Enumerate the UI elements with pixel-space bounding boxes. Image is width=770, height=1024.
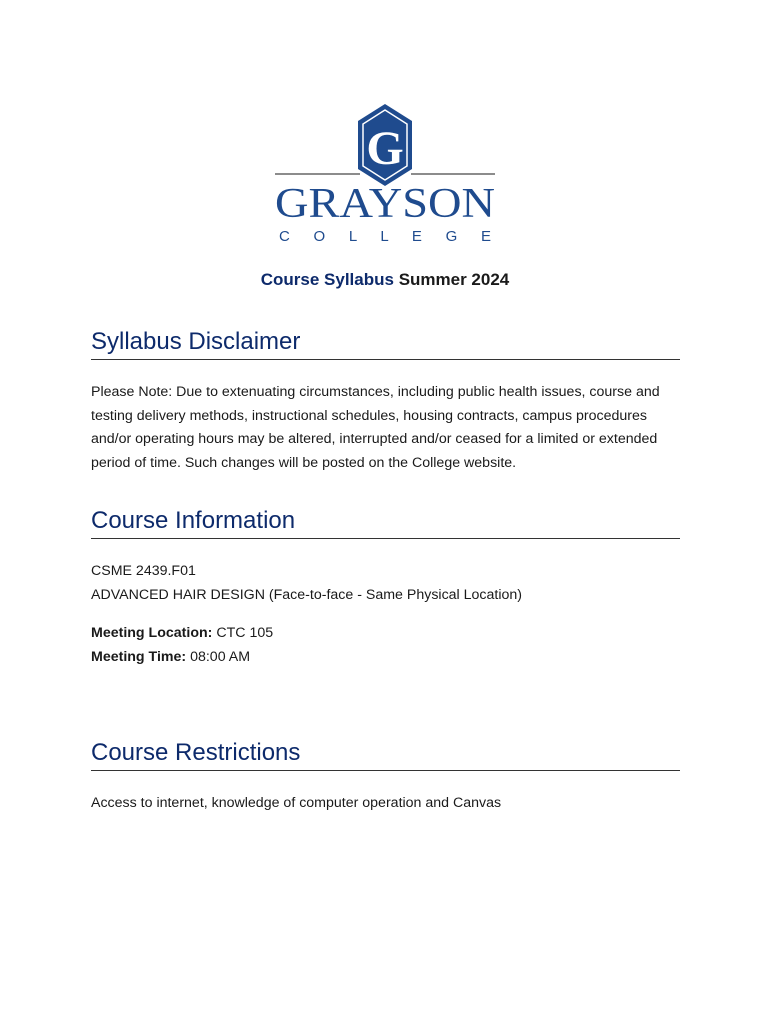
section-heading: Course Restrictions: [91, 738, 680, 771]
meeting-location-value: CTC 105: [216, 625, 274, 641]
course-restrictions-section: [91, 738, 680, 816]
meeting-time-label: Meeting Time:: [91, 648, 187, 665]
logo-monogram: G: [366, 122, 404, 175]
meeting-location: [91, 622, 680, 646]
logo-subtitle: C O L L E G E: [279, 228, 491, 245]
disclaimer-text: Please Note: Due to extenuating circumstances, including public health issues, course and testing delivery methods, instructional schedules, housing contracts, campus procedures and/or operating hours may be altered, interrupted and/or ceased for a limited or extended period of time. Such changes will be posted on the College website.: [91, 384, 660, 471]
course-information-section: [91, 506, 680, 669]
section-heading: Syllabus Disclaimer: [91, 327, 680, 360]
logo-wordmark: GRAYSON: [275, 181, 495, 227]
syllabus-disclaimer-section: [91, 327, 680, 475]
course-code: CSME 2439.F01: [91, 563, 196, 579]
document-title: [0, 268, 770, 292]
section-heading: Course Information: [91, 506, 680, 539]
logo-rule-right: [411, 173, 495, 175]
grayson-college-logo: [273, 103, 497, 245]
meeting-time: [91, 646, 680, 670]
course-name: ADVANCED HAIR DESIGN (Face-to-face - Same Physical Location): [91, 586, 523, 603]
meeting-location-label: Meeting Location:: [91, 625, 213, 641]
meeting-time-value: 08:00 AM: [190, 648, 251, 665]
restrictions-text: Access to internet, knowledge of computer operation and Canvas: [91, 795, 502, 811]
title-term: Summer 2024: [398, 270, 510, 289]
logo-rule-left: [275, 173, 360, 175]
title-accent: Course Syllabus: [260, 270, 394, 289]
